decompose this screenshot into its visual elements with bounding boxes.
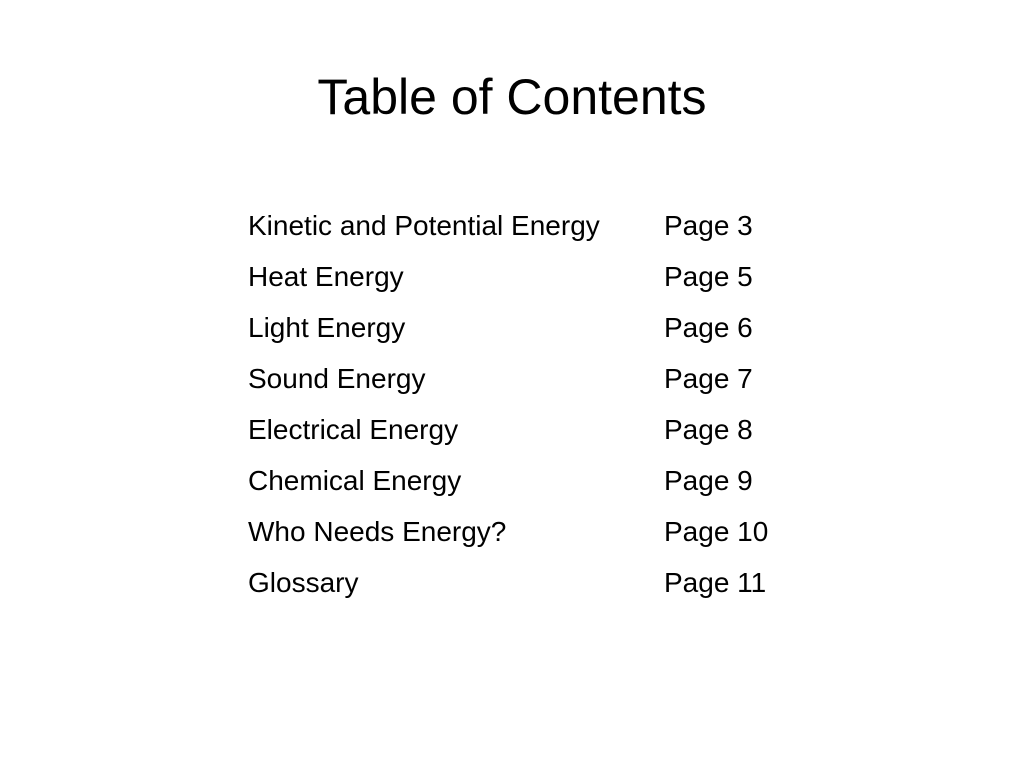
- toc-entry: [248, 404, 808, 455]
- toc-topic: Heat Energy: [248, 260, 404, 292]
- toc-entry: [248, 455, 808, 506]
- toc-topic: Light Energy: [248, 311, 406, 343]
- toc-page-number: Page 11: [664, 566, 767, 598]
- toc-page-number: Page 7: [664, 362, 753, 394]
- page-title: Table of Contents: [317, 69, 707, 125]
- toc-entry: [248, 302, 808, 353]
- toc-page-number: Page 3: [664, 209, 753, 241]
- toc-entry: [248, 506, 808, 557]
- table-of-contents: [248, 200, 808, 608]
- toc-topic: Kinetic and Potential Energy: [248, 209, 600, 241]
- toc-topic: Electrical Energy: [248, 413, 459, 445]
- toc-page-number: Page 8: [664, 413, 753, 445]
- toc-page-number: Page 5: [664, 260, 753, 292]
- toc-page-number: Page 9: [664, 464, 753, 496]
- toc-topic: Sound Energy: [248, 362, 426, 394]
- toc-entry: [248, 353, 808, 404]
- toc-page-number: Page 6: [664, 311, 753, 343]
- toc-topic: Who Needs Energy?: [248, 515, 507, 547]
- toc-topic: Glossary: [248, 566, 359, 598]
- toc-entry: [248, 557, 808, 608]
- toc-page-number: Page 10: [664, 515, 769, 547]
- toc-entry: [248, 251, 808, 302]
- toc-entry: [248, 200, 808, 251]
- toc-topic: Chemical Energy: [248, 464, 462, 496]
